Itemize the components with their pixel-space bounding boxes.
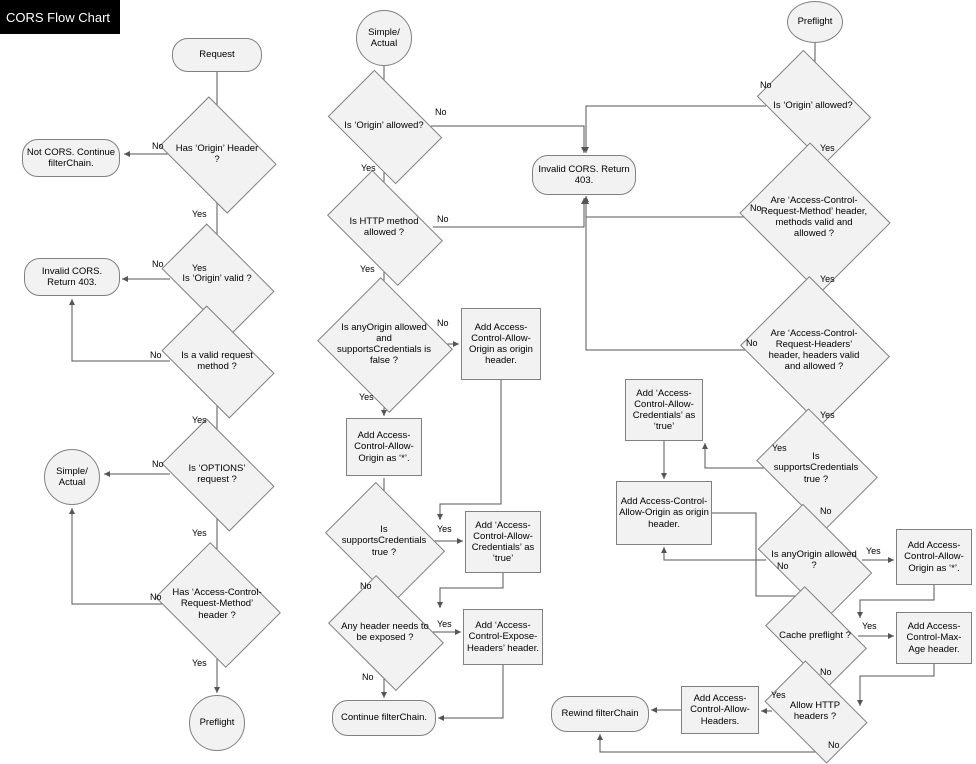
edge-label: Yes bbox=[820, 143, 835, 153]
flow-node-label: Rewind filterChain bbox=[561, 708, 639, 720]
edge-label: No bbox=[777, 561, 789, 571]
edge-label: Yes bbox=[360, 264, 375, 274]
edge-label: Yes bbox=[437, 619, 452, 629]
flow-node-label: Is ‘OPTIONS’ request ? bbox=[188, 462, 246, 485]
flow-node-n7 bbox=[170, 443, 264, 505]
flow-node-r10 bbox=[772, 609, 858, 663]
flow-node-m2 bbox=[337, 94, 431, 158]
flow-node-r5 bbox=[625, 379, 703, 441]
flow-node-r11 bbox=[896, 612, 972, 664]
flow-node-label: Simple/ Actual bbox=[56, 465, 88, 488]
flow-node-m7 bbox=[346, 418, 422, 476]
flow-node-label: Any header needs to be exposed ? bbox=[341, 620, 429, 643]
edge-label: Yes bbox=[192, 263, 207, 273]
flow-node-label: Add ‘Access-Control-Allow-Credentials’ as ‘true’ bbox=[471, 519, 535, 565]
flow-node-label: Is ‘Origin’ allowed? bbox=[773, 100, 853, 112]
edge-label: Yes bbox=[192, 415, 207, 425]
flow-node-label: Is ‘Origin’ valid ? bbox=[182, 273, 252, 285]
edge-label: Yes bbox=[820, 274, 835, 284]
edge-label: Yes bbox=[192, 528, 207, 538]
flow-node-label: Invalid CORS. Return 403. bbox=[538, 163, 630, 186]
edge-label: No bbox=[150, 592, 162, 602]
flow-node-label: Is anyOrigin allowed ? bbox=[771, 548, 857, 571]
edge-label: Yes bbox=[192, 209, 207, 219]
flow-node-label: Add Access-Control-Allow-Origin as origin header. bbox=[469, 321, 533, 367]
edge-label: Yes bbox=[359, 392, 374, 402]
flow-node-n2 bbox=[170, 120, 264, 188]
flow-node-label: Add Access-Control-Max-Age header. bbox=[906, 621, 962, 655]
edge-label: Yes bbox=[820, 410, 835, 420]
flow-node-m10 bbox=[338, 599, 432, 665]
flow-node-label: Is a valid request method ? bbox=[181, 349, 253, 372]
edge-label: Yes bbox=[862, 621, 877, 631]
flow-node-m12 bbox=[332, 700, 436, 736]
flow-node-label: Not CORS. Continue filterChain. bbox=[26, 146, 116, 169]
flow-node-r13 bbox=[681, 686, 759, 734]
flow-node-r9 bbox=[896, 529, 972, 585]
flow-node-label: Request bbox=[199, 49, 235, 61]
flow-node-label: Is anyOrigin allowed and supportsCredentials is false ? bbox=[337, 321, 431, 367]
flow-node-label: Is supportsCredentials true ? bbox=[341, 524, 427, 558]
flow-node-m9 bbox=[465, 511, 541, 573]
edge-label: Yes bbox=[771, 690, 786, 700]
flow-node-label: Add Access-Control-Allow-Origin as ‘*’. bbox=[354, 430, 414, 464]
flow-node-m3 bbox=[532, 155, 636, 195]
flow-node-r8 bbox=[766, 529, 862, 591]
flow-node-label: Add Access-Control-Allow-Headers. bbox=[690, 693, 750, 727]
flow-node-label: Allow HTTP headers ? bbox=[789, 699, 841, 722]
flow-node-m4 bbox=[335, 196, 433, 258]
flow-node-label: Add Access-Control-Allow-Origin as ‘*’. bbox=[904, 540, 964, 574]
flow-node-m1 bbox=[356, 10, 412, 66]
flow-node-r2 bbox=[766, 74, 860, 138]
edge-label: No bbox=[750, 203, 762, 213]
edge-label: No bbox=[820, 667, 832, 677]
edge-label: No bbox=[150, 350, 162, 360]
flow-node-n1 bbox=[172, 38, 262, 72]
page-title: CORS Flow Chart bbox=[0, 0, 120, 34]
flow-node-r4 bbox=[758, 302, 870, 398]
edge-label: No bbox=[828, 740, 840, 750]
flow-node-n5 bbox=[24, 258, 120, 296]
flow-node-m11 bbox=[463, 609, 543, 665]
flow-node-n3 bbox=[22, 139, 120, 177]
flow-node-m8 bbox=[336, 506, 432, 576]
edge-label: No bbox=[437, 318, 449, 328]
flow-node-label: Add ‘Access-Control-Allow-Credentials’ as ‘true’ bbox=[632, 387, 696, 433]
flow-node-label: Has ‘Origin’ Header ? bbox=[175, 142, 259, 165]
edge-label: No bbox=[152, 259, 164, 269]
flow-node-label: Is HTTP method allowed ? bbox=[349, 215, 419, 238]
flow-node-r3 bbox=[758, 168, 870, 266]
edge-label: No bbox=[760, 80, 772, 90]
edge-label: Yes bbox=[192, 658, 207, 668]
edge-label: No bbox=[152, 141, 164, 151]
edge-label: No bbox=[435, 107, 447, 117]
edge-label: Yes bbox=[772, 443, 787, 453]
flow-node-label: Invalid CORS. Return 403. bbox=[41, 265, 103, 288]
flow-node-label: Has ‘Access-Control-Request-Method’ header ? bbox=[172, 587, 262, 621]
flow-node-label: Is supportsCredentials true ? bbox=[773, 451, 859, 485]
flow-node-n4 bbox=[170, 248, 264, 310]
flow-node-label: Continue filterChain. bbox=[340, 712, 428, 724]
edge-label: Yes bbox=[866, 546, 881, 556]
flow-node-label: Add ‘Access-Control-Expose-Headers’ header. bbox=[466, 620, 539, 654]
flow-node-label: Preflight bbox=[797, 16, 833, 28]
edge-label: No bbox=[362, 672, 374, 682]
flow-node-label: Cache preflight ? bbox=[779, 630, 851, 642]
edge-label: Yes bbox=[361, 163, 376, 173]
flow-node-n9 bbox=[168, 566, 266, 642]
flow-node-r14 bbox=[551, 696, 649, 732]
flow-node-label: Add Access-Control-Allow-Origin as origin header. bbox=[619, 496, 709, 530]
edge-label: No bbox=[152, 459, 164, 469]
flow-node-n8 bbox=[44, 449, 100, 505]
flow-node-r7 bbox=[616, 481, 712, 545]
flow-node-label: Preflight bbox=[199, 717, 235, 729]
edge-label: No bbox=[820, 506, 832, 516]
flow-node-m5 bbox=[334, 300, 434, 388]
edge-label: No bbox=[360, 581, 372, 591]
edge-label: No bbox=[746, 338, 758, 348]
flow-node-label: Simple/ Actual bbox=[368, 26, 400, 49]
flow-node-label: Is ‘Origin’ allowed? bbox=[344, 120, 424, 132]
flow-node-m6 bbox=[461, 308, 541, 380]
flow-node-n10 bbox=[189, 695, 245, 751]
edge-label: Yes bbox=[437, 524, 452, 534]
flow-node-label: Are ‘Access-Control-Request-Method’ header, methods valid and allowed ? bbox=[760, 194, 868, 240]
flow-node-label: Are ‘Access-Control-Request-Headers’ header, headers valid and allowed ? bbox=[768, 327, 860, 373]
flow-node-n6 bbox=[170, 330, 264, 392]
flow-node-r1 bbox=[787, 1, 843, 43]
edge-label: No bbox=[437, 214, 449, 224]
